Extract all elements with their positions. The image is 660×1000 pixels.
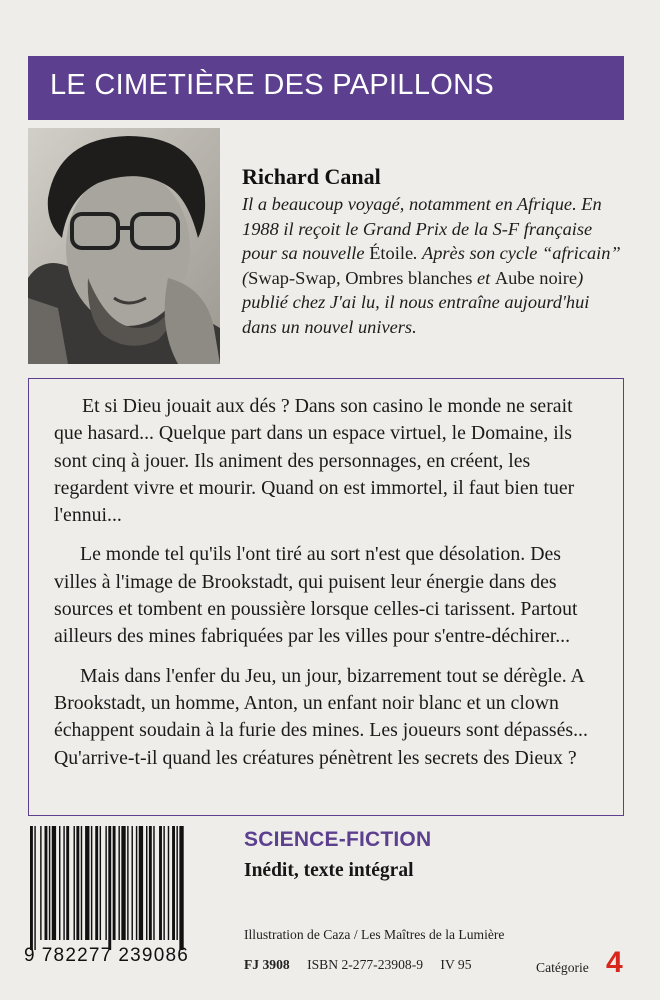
bio-segment: ) publié chez J'ai lu, il nous entraîne aujourd'hui dans un nouvel univers. — [242, 267, 590, 337]
barcode-bar — [127, 826, 128, 940]
barcode-group-1: 782277 — [41, 945, 113, 966]
barcode-bar — [81, 826, 82, 940]
barcode-bar — [153, 826, 154, 940]
barcode-bar — [85, 826, 89, 940]
barcode-bar — [34, 826, 35, 950]
barcode-group-2: 239086 — [118, 945, 189, 966]
bio-segment: “africain” ( — [242, 243, 621, 288]
genre-label: SCIENCE-FICTION — [244, 828, 432, 851]
category-label: Catégorie — [536, 960, 589, 975]
barcode-bar — [132, 826, 133, 940]
barcode-bar — [63, 826, 64, 940]
barcode-first-digit: 9 — [24, 945, 36, 966]
barcode-bar — [95, 826, 98, 940]
barcode-bar — [179, 826, 183, 950]
edition-note: Inédit, texte intégral — [244, 860, 414, 881]
barcode-bar — [168, 826, 169, 940]
author-photo — [28, 128, 220, 364]
isbn: ISBN 2-277-23908-9 — [307, 957, 424, 972]
barcode — [28, 826, 230, 954]
barcode-bar — [105, 826, 106, 940]
blurb-paragraph-2: Le monde tel qu'ils l'ont tiré au sort n'est que désolation. Des villes à l'image de Brookstadt, qui puisent leur énergie dans des sources et tombent en poussière lorsque celles-ci tarissent. Partout ailleurs des mines fabriquées par les villes pour s'entre-déchirer... — [54, 543, 578, 648]
barcode-bar — [136, 826, 137, 940]
fj-code: FJ 3908 — [244, 957, 290, 972]
barcode-number — [24, 945, 234, 967]
bio-segment: Étoile — [369, 243, 414, 263]
title-band — [28, 56, 624, 120]
blurb-paragraph-1: Et si Dieu jouait aux dés ? Dans son casino le monde ne serait que hasard... Quelque part dans un espace virtuel, le Domaine, ils sont cinq à jouer. Ils animent des personnages, en créent, les regardent vivre et mourir. Quand on est immortel, il faut bien tuer l'ennui... — [54, 395, 575, 527]
iv-code: IV 95 — [440, 957, 472, 972]
barcode-bar — [163, 826, 164, 940]
barcode-bar — [113, 826, 116, 940]
barcode-bar — [59, 826, 60, 940]
bio-segment: Swap-Swap — [248, 267, 336, 288]
bio-segment: Ombres blanches — [345, 267, 473, 288]
barcode-bar — [139, 826, 143, 940]
barcode-bar — [108, 826, 111, 950]
barcode-bar — [149, 826, 152, 940]
barcode-bar — [45, 826, 48, 940]
barcode-bar — [49, 826, 50, 940]
barcode-bar — [52, 826, 56, 940]
barcode-bar — [76, 826, 79, 940]
blurb-paragraph-3: Mais dans l'enfer du Jeu, un jour, bizarrement tout se dérègle. A Brookstadt, un homme, Anton, un enfant noir blanc et un clown échappent soudain à la furie des mines. Les joueurs sont dépassés... Qu'arrive-t-il quand les créatures pénètrent les secrets des Dieux ? — [54, 664, 588, 769]
blurb — [54, 393, 602, 784]
barcode-bar — [91, 826, 92, 940]
barcode-bar — [118, 826, 119, 940]
category-number: 4 — [606, 946, 623, 979]
author-bio — [242, 192, 622, 339]
catalog-codes — [244, 946, 628, 979]
barcode-bar — [66, 826, 69, 940]
barcode-bar — [30, 826, 33, 950]
barcode-bar — [40, 826, 41, 940]
barcode-bar — [146, 826, 147, 940]
bio-segment: Il a beaucoup voyagé, notamment en Afrique. En 1988 il reçoit le Grand Prix de la S-F française pour sa nouvelle — [242, 194, 602, 263]
barcode-bar — [100, 826, 101, 940]
bio-segment: , — [335, 267, 346, 288]
bio-segment: . Après son cycle — [413, 243, 542, 263]
barcode-bar — [121, 826, 125, 940]
barcode-bar — [159, 826, 162, 940]
barcode-bar — [74, 826, 75, 940]
author-name: Richard Canal — [242, 164, 381, 189]
illustration-credits: Illustration de Caza / Les Maîtres de la Lumière — [244, 927, 505, 942]
bio-segment: Aube noire — [494, 267, 578, 288]
book-title: LE CIMETIÈRE DES PAPILLONS — [50, 69, 495, 101]
bio-segment: et — [472, 267, 495, 288]
barcode-bar — [172, 826, 175, 940]
barcode-bar — [176, 826, 177, 940]
